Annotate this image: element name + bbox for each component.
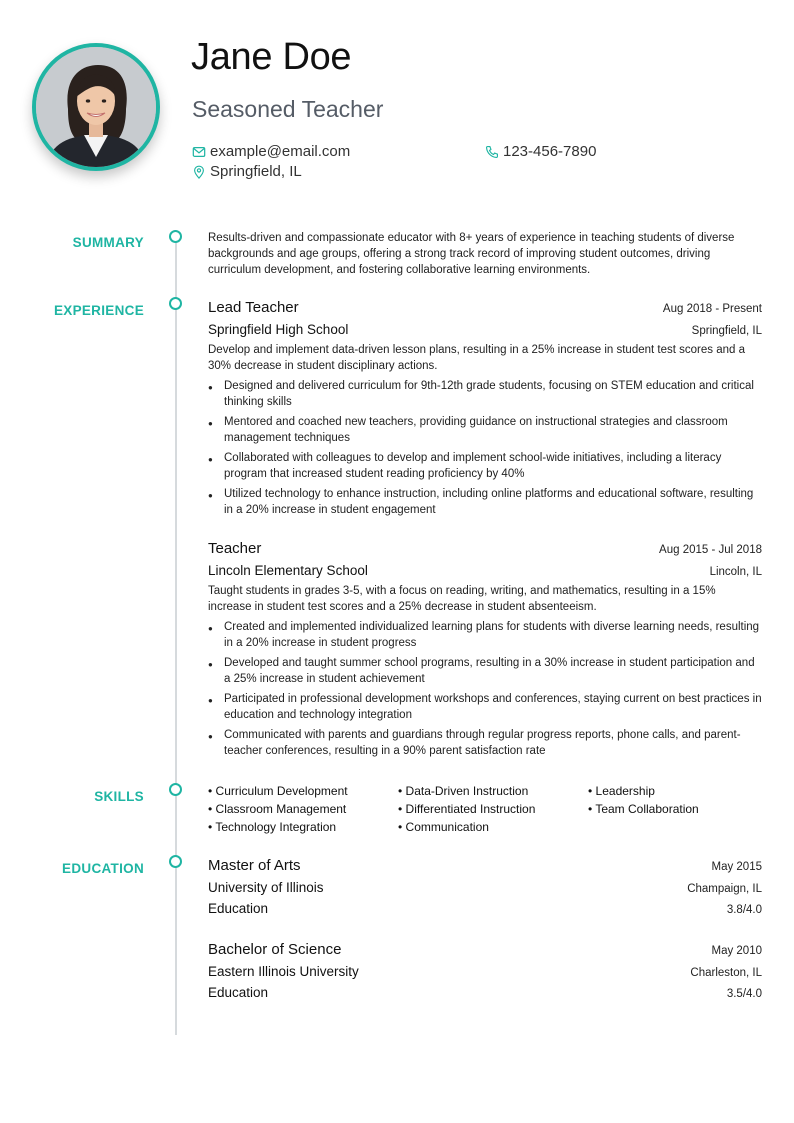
email-text: example@email.com — [210, 143, 351, 160]
skill-item: • Data-Driven Instruction — [398, 784, 588, 798]
mail-icon — [192, 145, 206, 159]
graduation-date: May 2015 — [711, 861, 762, 873]
timeline-line — [175, 237, 177, 1035]
list-item: ● Created and implemented individualized learning plans for students with diverse learning needs, resulting in a 20% increase in student progress — [208, 619, 762, 651]
school-location: Charleston, IL — [690, 967, 762, 979]
job-description: Taught students in grades 3-5, with a focus on reading, writing, and mathematics, resulting in a 15% increase in student test scores and a 25% decrease in student absenteeism. — [208, 585, 716, 613]
list-item: ● Developed and taught summer school programs, resulting in a 30% increase in student participation and a 25% increase in student achievement — [208, 655, 762, 687]
gpa: 3.8/4.0 — [726, 904, 762, 916]
field-of-study: Education — [208, 985, 269, 1000]
phone-text: 123-456-7890 — [503, 143, 597, 160]
school-name: University of Illinois — [208, 880, 324, 895]
job-location: Lincoln, IL — [709, 566, 762, 578]
timeline-dot-experience — [169, 297, 182, 310]
timeline-dot-skills — [169, 783, 182, 796]
contact-location — [192, 163, 302, 180]
profile-photo — [32, 43, 160, 171]
degree: Master of Arts — [208, 857, 301, 874]
education-entry — [208, 857, 762, 916]
candidate-name: Jane Doe — [191, 36, 352, 78]
school-location: Champaign, IL — [687, 883, 762, 895]
timeline-dot-summary — [169, 230, 182, 243]
skill-item: • Leadership — [588, 784, 762, 798]
skill-item: • Team Collaboration — [588, 802, 762, 816]
skill-item: • Differentiated Instruction — [398, 802, 588, 816]
job-title: Lead Teacher — [208, 299, 299, 316]
field-of-study: Education — [208, 901, 269, 916]
skill-item: • Classroom Management — [208, 802, 398, 816]
section-heading-summary: SUMMARY — [72, 235, 144, 250]
list-item: ● Designed and delivered curriculum for 9th-12th grade students, focusing on STEM education and critical thinking skills — [208, 378, 762, 410]
gpa: 3.5/4.0 — [726, 988, 762, 1000]
profile-photo-image — [36, 47, 156, 167]
job-bullets — [208, 619, 762, 759]
job-title: Teacher — [208, 540, 262, 557]
job-description: Develop and implement data-driven lesson plans, resulting in a 25% increase in student test scores and a 30% decrease in student disciplinary actions. — [208, 344, 745, 372]
job-bullets — [208, 378, 762, 518]
phone-icon — [485, 145, 499, 159]
section-heading-experience: EXPERIENCE — [53, 303, 144, 318]
list-item: ● Participated in professional development workshops and conferences, staying current on best practices in education and technology integration — [208, 691, 762, 723]
location-text: Springfield, IL — [210, 163, 302, 180]
skill-item: • Curriculum Development — [208, 784, 398, 798]
list-item: ● Communicated with parents and guardians through regular progress reports, phone calls, and parent-teacher conferences, resulting in a 90% parent satisfaction rate — [208, 727, 762, 759]
section-heading-skills: SKILLS — [94, 789, 144, 804]
employer: Lincoln Elementary School — [208, 563, 368, 578]
summary-text: Results-driven and compassionate educator with 8+ years of experience in teaching students of diverse backgrounds and age groups, offering a strong track record of improving student outcomes, driving curriculum development, and fostering collaborative learning environments. — [208, 232, 735, 276]
graduation-date: May 2010 — [711, 945, 762, 957]
skills-grid — [208, 784, 762, 834]
skill-item: • Communication — [398, 820, 588, 834]
contact-phone[interactable] — [485, 143, 596, 160]
job-dates: Aug 2015 - Jul 2018 — [659, 544, 762, 556]
experience-entry — [208, 299, 762, 522]
degree: Bachelor of Science — [208, 941, 342, 958]
section-heading-education: EDUCATION — [62, 861, 144, 876]
list-item: ● Mentored and coached new teachers, providing guidance on instructional strategies and classroom management techniques — [208, 414, 762, 446]
experience-entry — [208, 540, 762, 763]
job-location: Springfield, IL — [691, 325, 762, 337]
skill-item: • Technology Integration — [208, 820, 398, 834]
timeline-dot-education — [169, 855, 182, 868]
education-entry — [208, 941, 762, 1000]
employer: Springfield High School — [208, 322, 349, 337]
school-name: Eastern Illinois University — [208, 964, 359, 979]
job-dates: Aug 2018 - Present — [662, 303, 762, 315]
contact-email[interactable] — [192, 143, 350, 160]
location-pin-icon — [192, 165, 206, 179]
list-item: ● Collaborated with colleagues to develop and implement school-wide initiatives, including a literacy program that increased student reading proficiency by 40% — [208, 450, 762, 482]
list-item: ● Utilized technology to enhance instruction, including online platforms and educational software, resulting in a 20% increase in student engagement — [208, 486, 762, 518]
candidate-title: Seasoned Teacher — [192, 96, 384, 122]
